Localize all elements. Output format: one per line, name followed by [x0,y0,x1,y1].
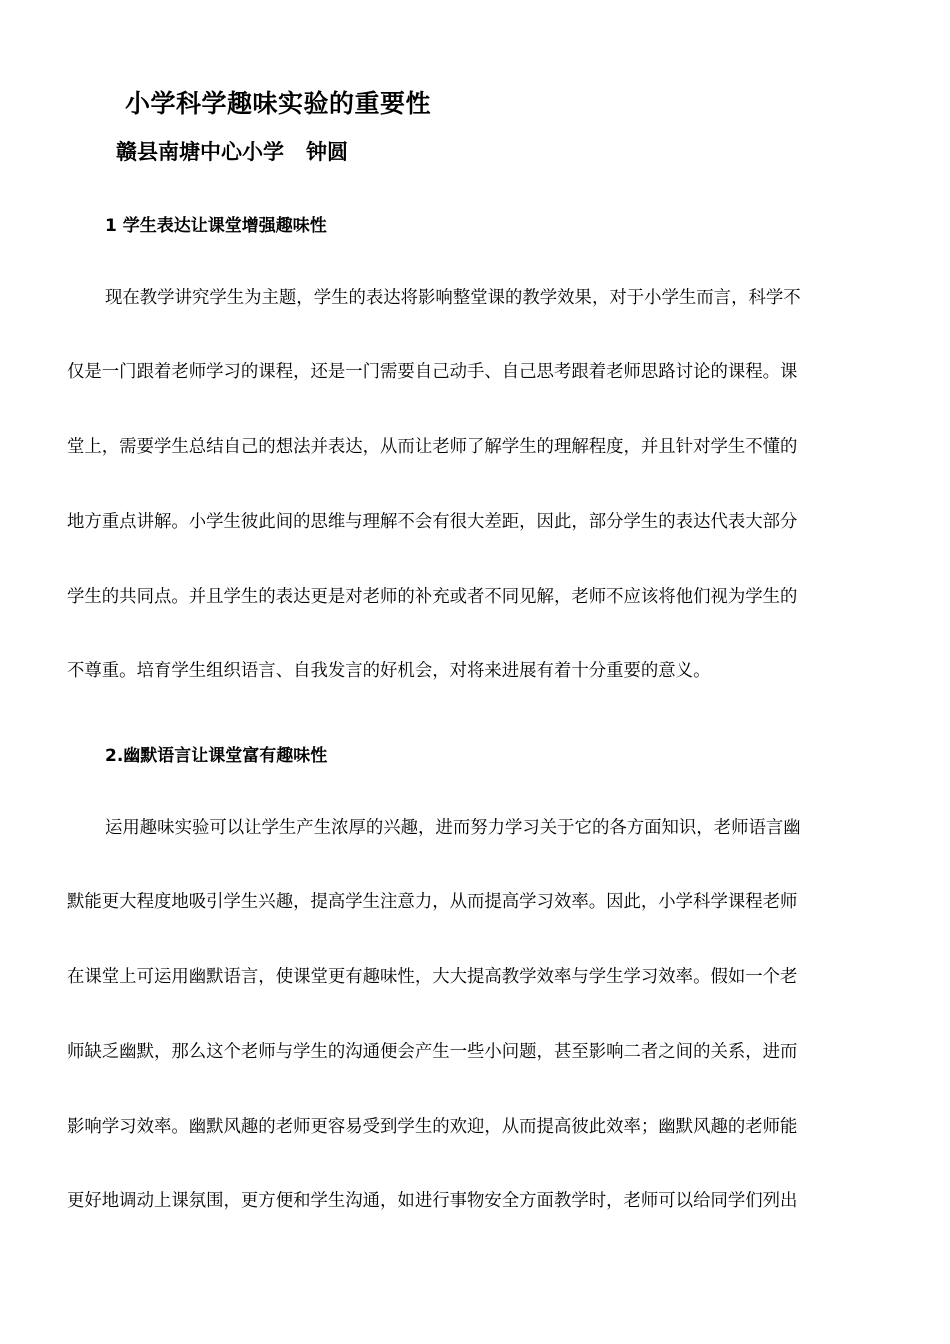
paragraph-line: 师缺乏幽默，那么这个老师与学生的沟通便会产生一些小问题，甚至影响二者之间的关系，进而 [67,1042,798,1062]
paragraph-line: 堂上，需要学生总结自己的想法并表达，从而让老师了解学生的理解程度，并且针对学生不懂的 [67,437,798,457]
paragraph-line: 在课堂上可运用幽默语言，使课堂更有趣味性，大大提高教学效率与学生学习效率。假如一个老 [67,967,798,987]
author-name: 钟圆 [306,140,348,164]
paragraph-line: 影响学习效率。幽默风趣的老师更容易受到学生的欢迎，从而提高彼此效率；幽默风趣的老师能 [67,1117,798,1137]
paragraph-line: 更好地调动上课氛围，更方便和学生沟通，如进行事物安全方面教学时，老师可以给同学们列出 [67,1191,798,1211]
paragraph-line: 学生的共同点。并且学生的表达更是对老师的补充或者不同见解，老师不应该将他们视为学生的 [67,587,798,607]
section-heading: 2.幽默语言让课堂富有趣味性 [105,746,328,766]
author-byline [116,136,348,166]
section-heading: 1 学生表达让课堂增强趣味性 [105,216,327,236]
paragraph-line: 默能更大程度地吸引学生兴趣，提高学生注意力，从而提高学习效率。因此，小学科学课程老师 [67,892,798,912]
author-school: 赣县南塘中心小学 [116,140,284,164]
paragraph-line: 地方重点讲解。小学生彼此间的思维与理解不会有很大差距，因此，部分学生的表达代表大部分 [67,512,798,532]
paragraph-line: 不尊重。培育学生组织语言、自我发言的好机会，对将来进展有着十分重要的意义。 [67,661,711,681]
paragraph-line: 运用趣味实验可以让学生产生浓厚的兴趣，进而努力学习关于它的各方面知识，老师语言幽 [105,818,801,838]
paragraph-line: 现在教学讲究学生为主题，学生的表达将影响整堂课的教学效果，对于小学生而言，科学不 [105,288,801,308]
paragraph-line: 仅是一门跟着老师学习的课程，还是一门需要自己动手、自己思考跟着老师思路讨论的课程。课 [67,362,798,382]
document-title: 小学科学趣味实验的重要性 [125,89,432,118]
